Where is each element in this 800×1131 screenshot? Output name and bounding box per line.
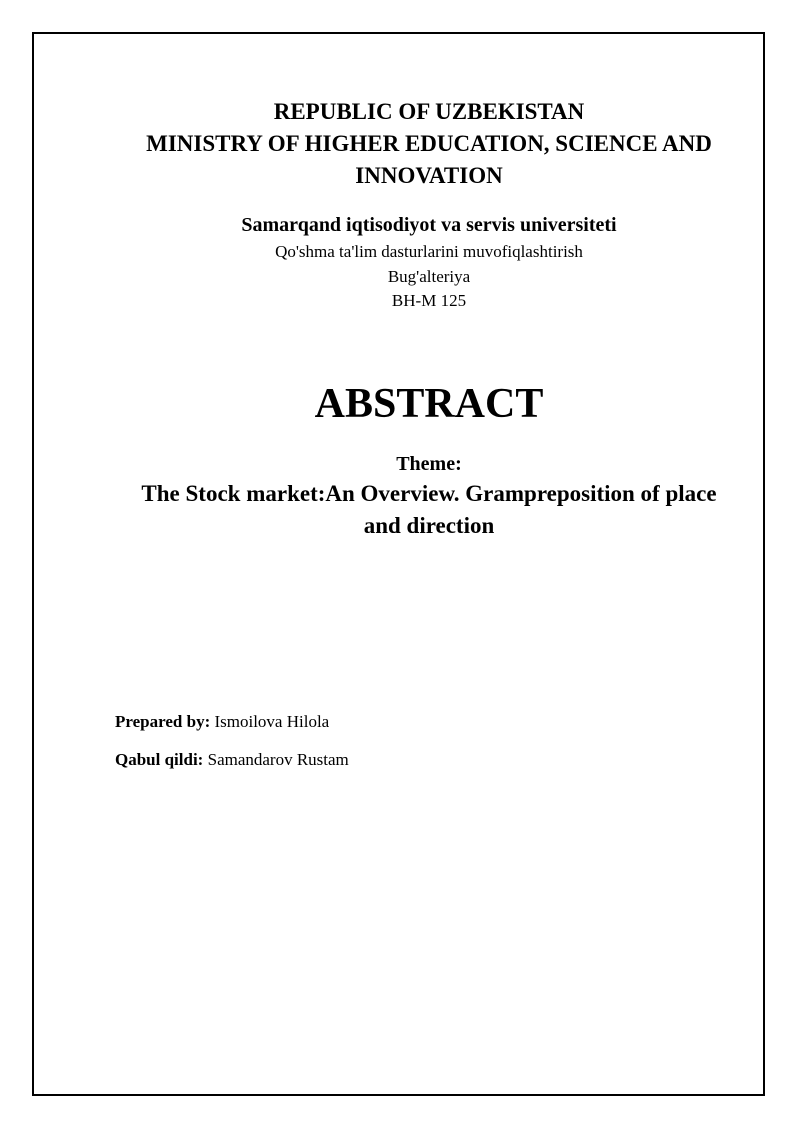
theme-label-text: Theme: <box>396 453 462 475</box>
country-text: REPUBLIC OF UZBEKISTAN <box>273 99 585 124</box>
specialty-text: Bug'alteriya <box>387 267 471 286</box>
ministry-heading <box>34 128 800 192</box>
prepared-by-name: Ismoilova Hilola <box>214 712 330 731</box>
theme-line-2: and direction <box>363 513 495 538</box>
program-text: Qo'shma ta'lim dasturlarini muvofiqlashtirish <box>275 242 583 261</box>
theme-line-1: The Stock market:An Overview. Grampreposition of place <box>141 481 717 506</box>
document-type-text: ABSTRACT <box>314 381 544 427</box>
university-text: Samarqand iqtisodiyot va servis universiteti <box>241 214 617 236</box>
specialty-name <box>34 265 800 289</box>
ministry-line-2: INNOVATION <box>355 163 503 188</box>
country-heading <box>34 96 800 128</box>
group-code <box>34 289 800 313</box>
university-name <box>34 211 800 239</box>
ministry-line-1: MINISTRY OF HIGHER EDUCATION, SCIENCE AND <box>146 131 712 156</box>
prepared-by-line <box>115 710 329 734</box>
accepted-by-label: Qabul qildi: <box>115 750 204 769</box>
document-type-title <box>34 376 800 432</box>
accepted-by-line <box>115 748 349 772</box>
prepared-by-label: Prepared by: <box>115 712 211 731</box>
theme-label <box>34 450 800 478</box>
theme-title <box>34 478 800 542</box>
accepted-by-name: Samandarov Rustam <box>207 750 349 769</box>
program-name <box>34 240 800 264</box>
group-text: BH-M 125 <box>391 291 467 310</box>
